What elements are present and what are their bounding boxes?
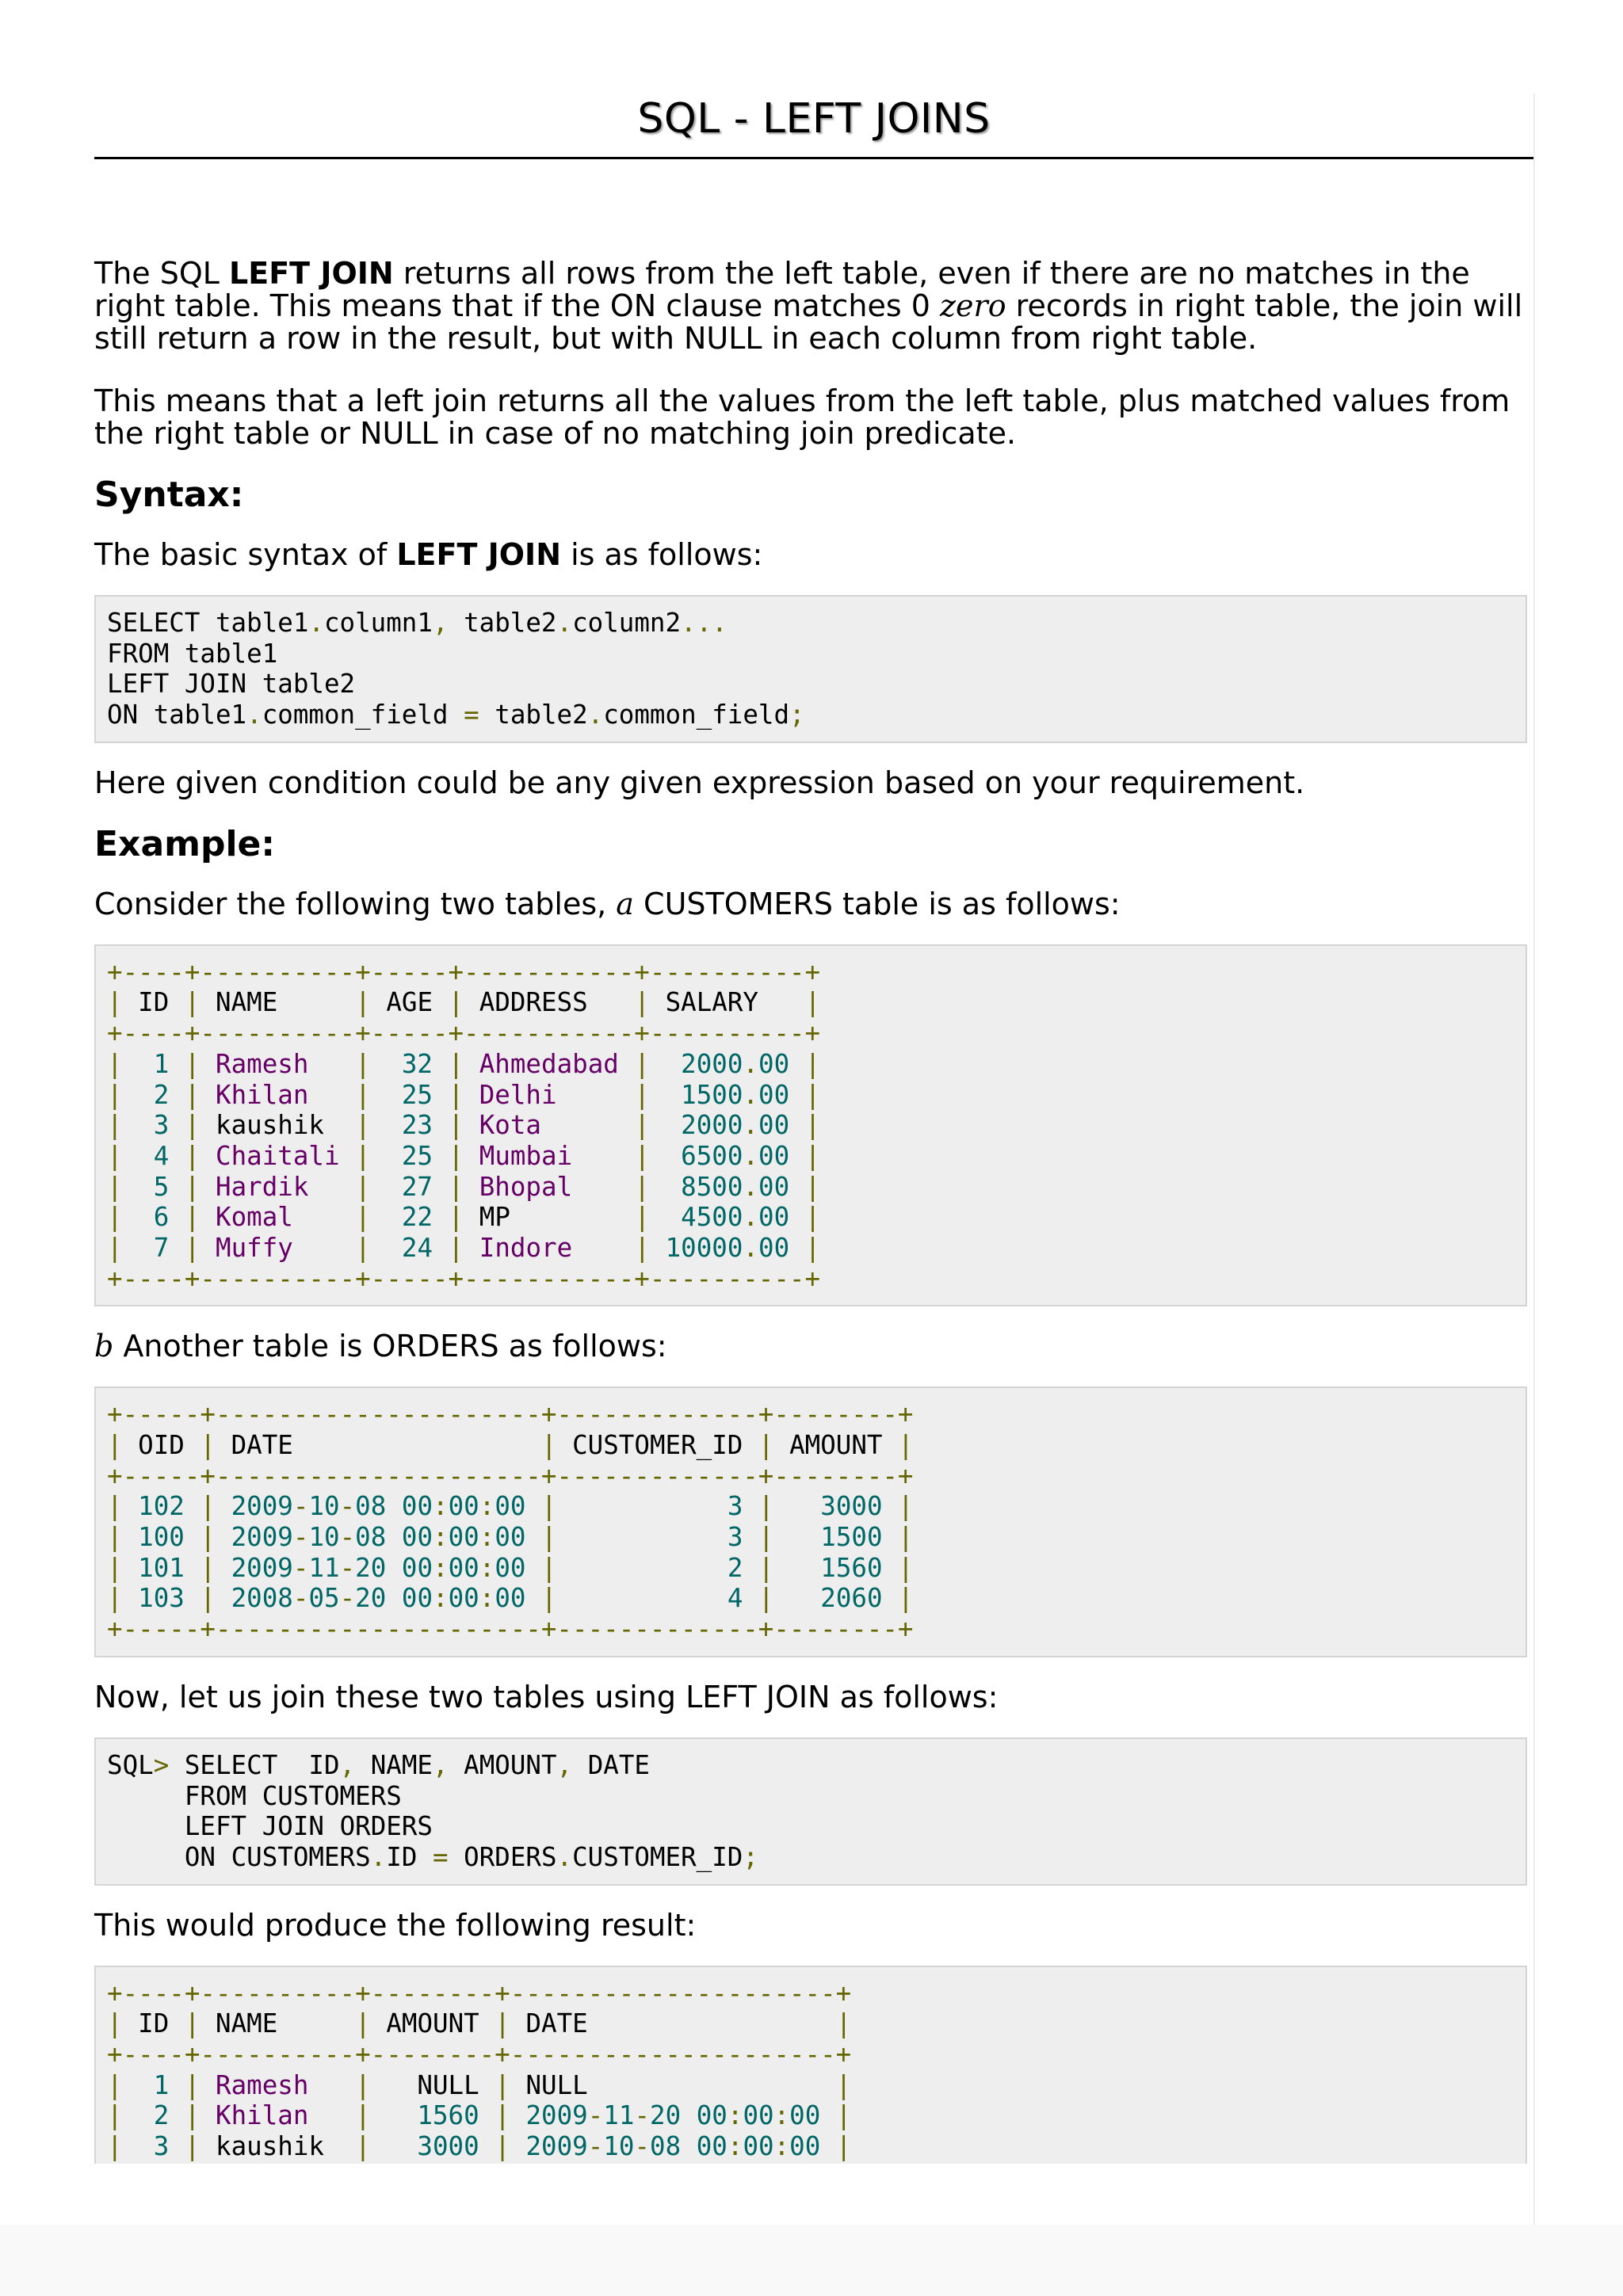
syntax-heading: Syntax: (94, 475, 244, 515)
code-line: | 4 | Chaitali | 25 | Mumbai | 6500.00 | (107, 1140, 821, 1171)
code-line: +----+----------+-----+-----------+----------+ (107, 1263, 821, 1294)
code-line: LEFT JOIN ORDERS (184, 1811, 433, 1842)
code-line: +-----+---------------------+-------------+--------+ (107, 1460, 914, 1491)
example-intro-text-a: Consider the following two tables, (94, 886, 617, 921)
condition-text: Here given condition could be any given expression based on your requirement. (94, 765, 1305, 800)
code-line: ON CUSTOMERS.ID = ORDERS.CUSTOMER_ID; (184, 1841, 758, 1872)
code-line: SELECT table1.column1, table2.column2... (107, 608, 727, 638)
orders-intro (94, 1330, 1533, 1363)
code-line: | 1 | Ramesh | NULL | NULL | (107, 2069, 852, 2100)
page-edge-rule (1533, 93, 1535, 2225)
orders-table-block (94, 1386, 1527, 1657)
syntax-intro-bold: LEFT JOIN (396, 537, 561, 572)
intro-paragraph-2: This means that a left join returns all the values from the left table, plus matched values from the right table or NULL in case of no matching join predicate. (94, 383, 1510, 451)
syntax-intro-text-a: The basic syntax of (94, 537, 397, 572)
code-line: | OID | DATE | CUSTOMER_ID | AMOUNT | (107, 1430, 914, 1460)
code-line: | 2 | Khilan | 25 | Delhi | 1500.00 | (107, 1079, 821, 1110)
code-line: FROM CUSTOMERS (184, 1780, 402, 1811)
code-line: | 3 | kaushik | 3000 | 2009-10-08 00:00:00 | (107, 2131, 852, 2161)
example-heading: Example: (94, 823, 275, 864)
code-line: +-----+---------------------+-------------+--------+ (107, 1614, 914, 1645)
code-line: +----+----------+--------+---------------------+ (107, 2039, 852, 2069)
result-intro: This would produce the following result: (94, 1907, 697, 1943)
code-line: | 102 | 2009-10-08 00:00:00 | 3 | 3000 | (107, 1491, 914, 1522)
code-line: | ID | NAME | AMOUNT | DATE | (107, 2008, 852, 2039)
code-line: LEFT JOIN table2 (107, 669, 356, 700)
orders-intro-italic-b: b (94, 1329, 114, 1364)
code-line: +----+----------+-----+-----------+----------+ (107, 1018, 821, 1049)
code-line: | 103 | 2008-05-20 00:00:00 | 4 | 2060 | (107, 1583, 914, 1614)
code-line: +----+----------+--------+---------------------+ (107, 1978, 852, 2008)
orders-intro-text: Another table is ORDERS as follows: (113, 1329, 667, 1364)
syntax-code-block (94, 595, 1527, 743)
intro-1-italic-zero: zero (940, 288, 1006, 323)
intro-1-text-b: returns all rows from the left table, even if there are no matches in the right table. This means that if the ON clause matches 0 (94, 256, 1470, 323)
code-line: | 2 | Khilan | 1560 | 2009-11-20 00:00:00 | (107, 2100, 852, 2131)
join-intro: Now, let us join these two tables using LEFT JOIN as follows: (94, 1679, 999, 1714)
code-line: FROM table1 (107, 638, 278, 669)
example-intro-text-b: CUSTOMERS table is as follows: (633, 886, 1121, 921)
example-intro (94, 888, 1533, 921)
code-line: | 3 | kaushik | 23 | Kota | 2000.00 | (107, 1110, 821, 1141)
code-line: | 6 | Komal | 22 | MP | 4500.00 | (107, 1202, 821, 1233)
code-line: | 7 | Muffy | 24 | Indore | 10000.00 | (107, 1232, 821, 1263)
code-line: SQL> SELECT ID, NAME, AMOUNT, DATE (107, 1749, 650, 1780)
code-line: | ID | NAME | AGE | ADDRESS | SALARY | (107, 987, 821, 1018)
customers-table-block (94, 944, 1527, 1307)
code-line: +----+----------+-----+-----------+----------+ (107, 956, 821, 987)
join-code-block (94, 1737, 1527, 1886)
code-line: +-----+---------------------+-------------+--------+ (107, 1399, 914, 1430)
syntax-intro-text-b: is as follows: (561, 537, 763, 572)
page-bottom-margin (0, 2225, 1623, 2296)
result-table-block (94, 1966, 1527, 2164)
intro-1-text-c: records in right table, the join will still return a row in the result, but with NULL in each column from right table. (94, 288, 1523, 356)
article-content (94, 0, 1533, 2164)
code-line: | 100 | 2009-10-08 00:00:00 | 3 | 1500 | (107, 1522, 914, 1553)
code-line: | 101 | 2009-11-20 00:00:00 | 2 | 1560 | (107, 1552, 914, 1583)
title-underline (94, 157, 1533, 159)
code-line: | 5 | Hardik | 27 | Bhopal | 8500.00 | (107, 1171, 821, 1202)
syntax-intro (94, 539, 1533, 571)
intro-1-bold-left-join: LEFT JOIN (229, 256, 394, 291)
page-title: SQL - LEFT JOINS (637, 95, 991, 143)
intro-paragraph-1 (94, 257, 1533, 355)
code-line: ON table1.common_field = table2.common_field; (107, 700, 805, 730)
intro-1-text-a: The SQL (94, 256, 230, 291)
example-intro-italic-a: a (616, 886, 634, 921)
code-line: | 1 | Ramesh | 32 | Ahmedabad | 2000.00 | (107, 1048, 821, 1079)
